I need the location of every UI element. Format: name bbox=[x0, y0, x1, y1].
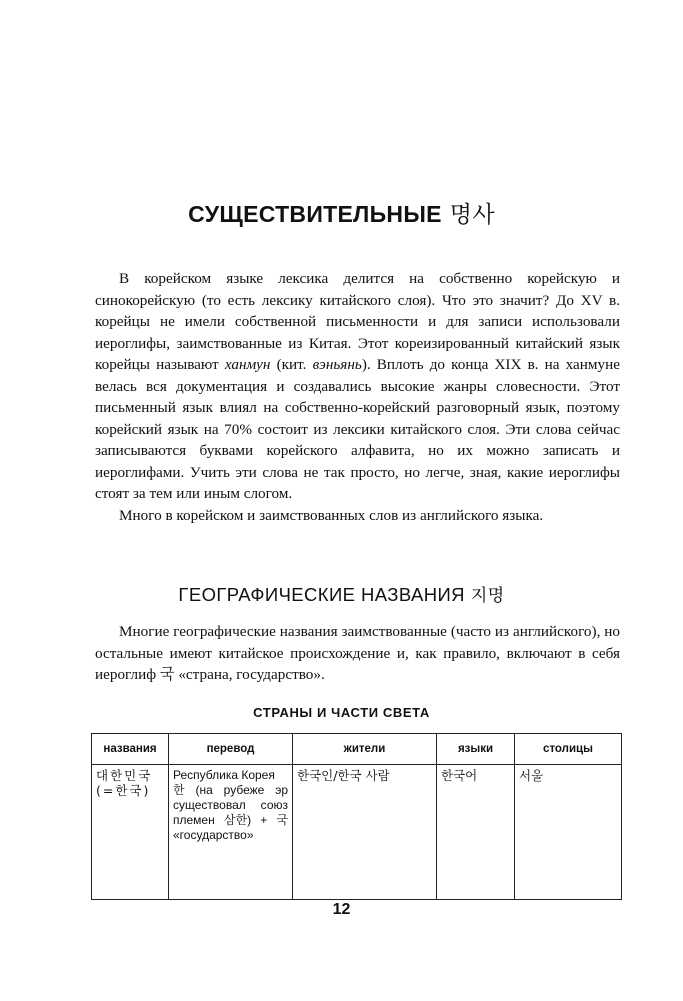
intro-paragraph-1 bbox=[95, 268, 620, 505]
page-title-korean: 명사 bbox=[449, 202, 495, 228]
table-row bbox=[92, 765, 622, 900]
column-header-names: названия bbox=[92, 734, 169, 765]
country-name-alt: (=한국) bbox=[96, 783, 151, 798]
intro-text bbox=[95, 268, 620, 526]
cell-language: 한국어 bbox=[437, 765, 515, 900]
section-heading-korean: 지명 bbox=[470, 586, 505, 606]
geography-text bbox=[95, 621, 620, 686]
column-header-languages: языки bbox=[437, 734, 515, 765]
column-header-translation: перевод bbox=[169, 734, 293, 765]
hanja-guk: 국 bbox=[159, 665, 175, 683]
geography-paragraph bbox=[95, 621, 620, 686]
table-caption: СТРАНЫ И ЧАСТИ СВЕТА bbox=[253, 705, 430, 720]
country-name-korean: 대한민국 bbox=[96, 768, 153, 783]
geography-paragraph-part-a: Многие географические названия заимствованные (часто из английского), но остальные имеют китайское происхождение и, как правило, включают в себя иероглиф bbox=[95, 623, 620, 683]
column-header-capitals: столицы bbox=[515, 734, 622, 765]
page-title bbox=[0, 196, 683, 229]
countries-table bbox=[91, 733, 622, 900]
cell-name bbox=[92, 765, 169, 900]
page-title-text: СУЩЕСТВИТЕЛЬНЫЕ bbox=[188, 201, 442, 227]
cell-residents: 한국인/한국 사람 bbox=[293, 765, 437, 900]
section-heading-text: ГЕОГРАФИЧЕСКИЕ НАЗВАНИЯ bbox=[178, 584, 465, 605]
geography-paragraph-part-b: «страна, государство». bbox=[174, 666, 325, 683]
term-hanmun: ханмун bbox=[224, 356, 271, 373]
page-number: 12 bbox=[332, 901, 351, 918]
intro-paragraph-2: Много в корейском и заимствованных слов из английского языка. bbox=[119, 506, 544, 524]
cell-translation bbox=[169, 765, 293, 900]
translation-title: Республика Корея bbox=[173, 768, 275, 782]
intro-paragraph-1-part-c: ). Вплоть до конца XIX в. на ханмуне велась вся документация и создавались высокие жанры словесности. Этот письменный язык влиял на собственно-корейский разговорный язык, поэтому корейский язык на 70% состоит из лексики китайского слоя. Эти слова сейчас записываются буквами корейского алфавита, но их можно записать и иероглифами. Учить эти слова не так просто, но легче, зная, какие иероглифы стоят за тем или иным слогом. bbox=[95, 356, 620, 502]
cell-capital: 서울 bbox=[515, 765, 622, 900]
term-wenyan: вэньянь bbox=[312, 356, 362, 373]
section-heading-geography bbox=[0, 581, 683, 606]
translation-explanation: 한 (на рубеже эр существовал союз племен 삼한) + 국 «государство» bbox=[173, 783, 288, 842]
column-header-residents: жители bbox=[293, 734, 437, 765]
table-header-row bbox=[92, 734, 622, 765]
intro-paragraph-1-part-b: (кит. bbox=[270, 356, 313, 373]
intro-paragraph-1-part-a: В корейском языке лексика делится на собственно корейскую и синокорейскую (то есть лексику китайского слоя). Что это значит? До XV в. корейцы не имели собственной письменности и для записи использовали иероглифы, заимствованные из Китая. Этот кореизированный китайский язык корейцы называют bbox=[95, 270, 620, 373]
